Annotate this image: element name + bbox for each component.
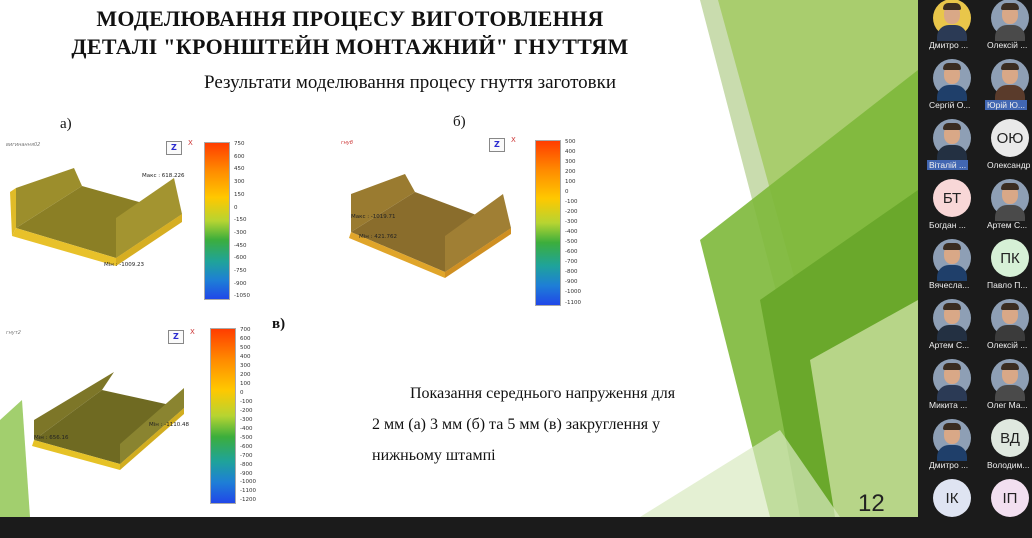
tick-label: -1100 bbox=[565, 299, 581, 306]
tick-label: 400 bbox=[565, 149, 576, 156]
min-annotation: Мін : -1009.23 bbox=[104, 262, 144, 268]
participant-tile[interactable] bbox=[918, 356, 974, 418]
person-avatar bbox=[991, 299, 1029, 337]
color-scale bbox=[210, 328, 258, 504]
axis-x-label: X bbox=[511, 136, 516, 144]
bent-part-model bbox=[4, 166, 189, 286]
participant-tile[interactable] bbox=[976, 416, 1032, 478]
tick-label: 700 bbox=[240, 327, 251, 333]
tick-label: 100 bbox=[240, 380, 251, 387]
person-avatar-yellow bbox=[933, 0, 971, 37]
participant-tile[interactable] bbox=[976, 476, 1032, 538]
participant-tile[interactable] bbox=[976, 0, 1032, 58]
participant-initials-avatar: БТ bbox=[933, 179, 971, 217]
tick-label: 0 bbox=[234, 204, 238, 211]
tick-label: -600 bbox=[234, 255, 247, 262]
participant-initials-avatar: ІП bbox=[991, 479, 1029, 517]
tick-label: -100 bbox=[240, 398, 253, 405]
slide-caption bbox=[372, 378, 675, 471]
participant-name: Микита ... bbox=[929, 400, 968, 410]
panel-label-a: а) bbox=[60, 116, 72, 132]
tick-label: 600 bbox=[240, 335, 251, 342]
slide-title-line2: ДЕТАЛІ "КРОНШТЕЙН МОНТАЖНИЙ" ГНУТТЯМ bbox=[71, 34, 629, 59]
tick-label: 500 bbox=[565, 139, 576, 145]
tick-label: -400 bbox=[240, 425, 253, 432]
sim-tag: гнут2 bbox=[6, 330, 21, 336]
simulation-result-a bbox=[4, 136, 259, 306]
participant-initials-avatar: ПК bbox=[991, 239, 1029, 277]
tick-label: -800 bbox=[565, 269, 578, 276]
tick-label: -500 bbox=[240, 434, 253, 441]
participant-tile[interactable] bbox=[976, 296, 1032, 358]
slide-title-line1: МОДЕЛЮВАННЯ ПРОЦЕСУ ВИГОТОВЛЕННЯ bbox=[96, 6, 604, 31]
color-scale bbox=[204, 142, 252, 300]
axis-triad: Z bbox=[166, 141, 182, 155]
max-annotation: Макс : 618.226 bbox=[142, 173, 185, 179]
tick-label: 300 bbox=[240, 362, 251, 369]
participant-name: Артем С... bbox=[987, 220, 1028, 230]
tick-label: -1000 bbox=[240, 479, 256, 486]
tick-label: -800 bbox=[240, 461, 253, 468]
person-avatar bbox=[933, 239, 971, 277]
tick-label: -1100 bbox=[240, 488, 256, 495]
tick-label: -150 bbox=[234, 217, 247, 224]
sim-tag: вигинання02 bbox=[6, 142, 41, 148]
participant-tile[interactable] bbox=[976, 356, 1032, 418]
tick-label: -400 bbox=[565, 229, 578, 236]
participant-name: Олексій ... bbox=[987, 40, 1028, 50]
min-annotation: Мін : 421.762 bbox=[359, 234, 397, 240]
tick-label: 300 bbox=[234, 179, 245, 186]
tick-label: 200 bbox=[565, 169, 576, 176]
person-avatar bbox=[991, 359, 1029, 397]
axis-triad: Z bbox=[489, 138, 505, 152]
panel-label-b: б) bbox=[453, 114, 466, 130]
participant-tile[interactable] bbox=[918, 416, 974, 478]
participant-tile[interactable] bbox=[918, 0, 974, 58]
tick-label: -1050 bbox=[234, 293, 250, 300]
color-scale-ticks bbox=[565, 140, 581, 306]
tick-label: -600 bbox=[240, 443, 253, 450]
participant-tile[interactable] bbox=[976, 116, 1032, 178]
tick-label: -450 bbox=[234, 242, 247, 249]
sim-tag: гнуб bbox=[341, 140, 353, 146]
person-avatar bbox=[933, 119, 971, 157]
tick-label: -700 bbox=[240, 452, 253, 459]
slide-page-number: 12 bbox=[858, 490, 885, 517]
participant-tile[interactable] bbox=[918, 236, 974, 298]
participant-name: Юрій Ю... bbox=[987, 100, 1025, 110]
simulation-result-b bbox=[337, 134, 595, 312]
participants-gallery bbox=[918, 0, 1031, 517]
participant-name: Віталій ... bbox=[929, 160, 967, 170]
participant-name: Олексій ... bbox=[987, 340, 1028, 350]
slide-subtitle: Результати моделювання процесу гнуття заготовки bbox=[204, 72, 617, 93]
tick-label: -500 bbox=[565, 239, 578, 246]
person-avatar bbox=[933, 419, 971, 457]
participant-tile[interactable] bbox=[918, 476, 974, 538]
tick-label: 100 bbox=[565, 179, 576, 186]
tick-label: -300 bbox=[240, 416, 253, 423]
participant-name: Артем С... bbox=[929, 340, 970, 350]
tick-label: 0 bbox=[240, 389, 244, 396]
tick-label: 400 bbox=[240, 353, 251, 360]
tick-label: -900 bbox=[234, 280, 247, 287]
tick-label: 150 bbox=[234, 191, 245, 198]
min-annotation: Мін : -1110.48 bbox=[149, 422, 189, 428]
participant-name: Дмитро ... bbox=[929, 460, 969, 470]
color-scale bbox=[535, 140, 583, 306]
person-avatar bbox=[991, 59, 1029, 97]
tick-label: -300 bbox=[234, 229, 247, 236]
tick-label: -900 bbox=[240, 470, 253, 477]
color-gradient bbox=[535, 140, 561, 306]
participant-name: Павло П... bbox=[987, 280, 1028, 290]
person-avatar bbox=[933, 299, 971, 337]
participant-tile[interactable] bbox=[918, 176, 974, 238]
tick-label: 500 bbox=[240, 344, 251, 351]
tick-label: -200 bbox=[565, 209, 578, 216]
simulation-result-v bbox=[4, 320, 269, 505]
tick-label: -900 bbox=[565, 279, 578, 286]
tick-label: 0 bbox=[565, 189, 569, 196]
tick-label: -300 bbox=[565, 219, 578, 226]
participant-tile[interactable] bbox=[976, 176, 1032, 238]
color-gradient bbox=[210, 328, 236, 504]
tick-label: -1000 bbox=[565, 289, 581, 296]
axis-x-label: X bbox=[188, 139, 193, 147]
participant-initials-avatar: ВД bbox=[991, 419, 1029, 457]
bent-part-model bbox=[28, 366, 193, 476]
participant-name: Олег Ма... bbox=[987, 400, 1028, 410]
person-avatar bbox=[933, 59, 971, 97]
tick-label: 200 bbox=[240, 371, 251, 378]
max-annotation: Мін : 656.16 bbox=[34, 435, 69, 441]
participant-name: Володим... bbox=[987, 460, 1030, 470]
participant-initials-avatar: ОЮ bbox=[991, 119, 1029, 157]
color-scale-ticks bbox=[234, 142, 250, 300]
color-scale-ticks bbox=[240, 328, 256, 504]
tick-label: 450 bbox=[234, 166, 245, 173]
tick-label: 750 bbox=[234, 141, 245, 147]
tick-label: -1200 bbox=[240, 497, 256, 504]
person-avatar bbox=[991, 179, 1029, 217]
tick-label: -100 bbox=[565, 199, 578, 206]
caption-line1: Показання середнього напруження для bbox=[410, 385, 676, 402]
caption-line2: 2 мм (а) 3 мм (б) та 5 мм (в) закруглення у bbox=[372, 416, 661, 433]
participant-name: Сергій О... bbox=[929, 100, 971, 110]
tick-label: -750 bbox=[234, 268, 247, 275]
axis-x-label: X bbox=[190, 328, 195, 336]
person-avatar bbox=[991, 0, 1029, 37]
participant-name: Вячесла... bbox=[929, 280, 970, 290]
max-annotation: Макс : -1019.71 bbox=[351, 214, 396, 220]
panel-label-v: в) bbox=[272, 316, 286, 332]
participant-name: Богдан ... bbox=[929, 220, 966, 230]
bent-part-model bbox=[345, 170, 515, 285]
tick-label: 600 bbox=[234, 153, 245, 160]
tick-label: -600 bbox=[565, 249, 578, 256]
person-avatar bbox=[933, 359, 971, 397]
axis-triad: Z bbox=[168, 330, 184, 344]
tick-label: 300 bbox=[565, 159, 576, 166]
participant-tile[interactable] bbox=[918, 56, 974, 118]
participant-name: Олександр bbox=[987, 160, 1031, 170]
color-gradient bbox=[204, 142, 230, 300]
participant-tile[interactable] bbox=[918, 116, 974, 178]
tick-label: -200 bbox=[240, 407, 253, 414]
tick-label: -700 bbox=[565, 259, 578, 266]
participant-tile[interactable] bbox=[976, 236, 1032, 298]
participant-tile[interactable] bbox=[976, 56, 1032, 118]
participant-tile[interactable] bbox=[918, 296, 974, 358]
participant-name: Дмитро ... bbox=[929, 40, 969, 50]
caption-line3: нижньому штампі bbox=[372, 447, 496, 464]
participant-initials-avatar: ІК bbox=[933, 479, 971, 517]
